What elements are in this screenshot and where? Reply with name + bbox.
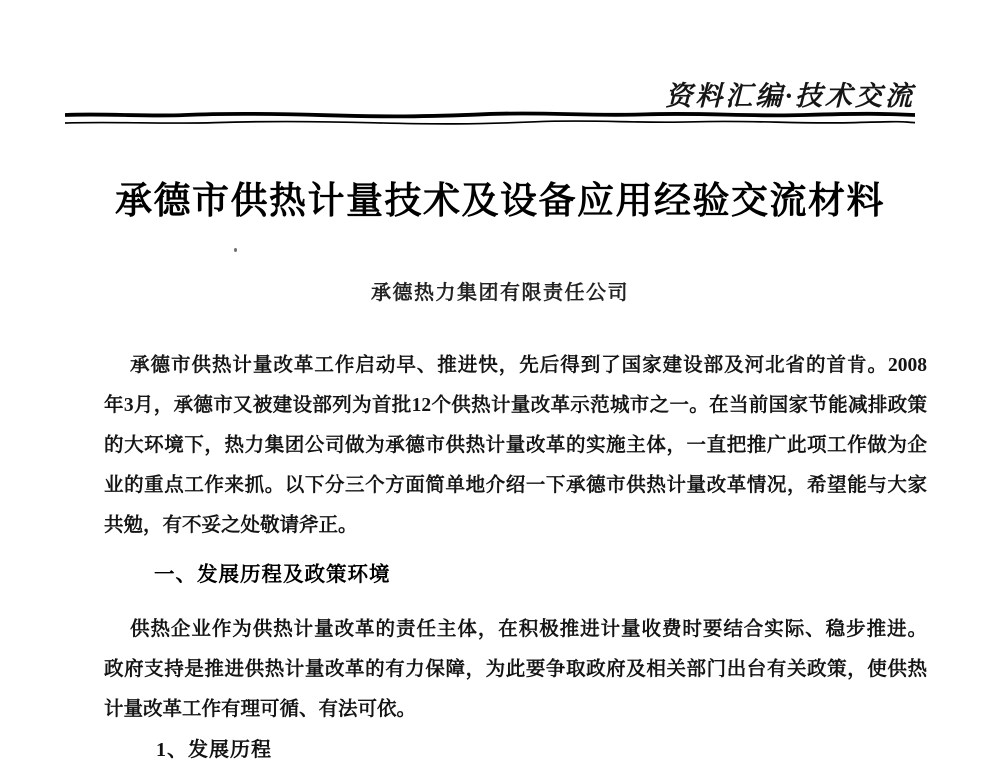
section-1-heading: 一、发展历程及政策环境 bbox=[154, 563, 391, 586]
section-1-subheading: 1、发展历程 bbox=[156, 739, 272, 760]
section-1-paragraph-line: 供热企业作为供热计量改革的责任主体，在积极推进计量收费时要结合实际、稳步推进。 bbox=[130, 619, 927, 640]
intro-paragraph-line: 业的重点工作来抓。以下分三个方面简单地介绍一下承德市供热计量改革情况，希望能与大家 bbox=[104, 475, 927, 496]
document-body bbox=[104, 346, 927, 760]
scan-speck-artifact bbox=[234, 248, 237, 252]
masthead-label: 资料汇编·技术交流 bbox=[665, 81, 915, 111]
intro-paragraph-line: 共勉，有不妥之处敬请斧正。 bbox=[104, 515, 358, 536]
document-title: 承德市供热计量技术及设备应用经验交流材料 bbox=[115, 181, 885, 222]
double-rule-graphic bbox=[65, 110, 915, 127]
double-rule-divider bbox=[65, 110, 915, 127]
section-1-paragraph-line: 计量改革工作有理可循、有法可依。 bbox=[104, 699, 417, 720]
author-line: 承德热力集团有限责任公司 bbox=[371, 282, 629, 304]
intro-paragraph-line: 承德市供热计量改革工作启动早、推进快，先后得到了国家建设部及河北省的首肯。2008 bbox=[130, 355, 927, 376]
section-1-paragraph-line: 政府支持是推进供热计量改革的有力保障，为此要争取政府及相关部门出台有关政策，使供热 bbox=[104, 659, 927, 680]
intro-paragraph-line: 的大环境下，热力集团公司做为承德市供热计量改革的实施主体，一直把推广此项工作做为企 bbox=[104, 435, 927, 456]
intro-paragraph-line: 年3月，承德市又被建设部列为首批12个供热计量改革示范城市之一。在当前国家节能减排政策 bbox=[104, 395, 927, 416]
